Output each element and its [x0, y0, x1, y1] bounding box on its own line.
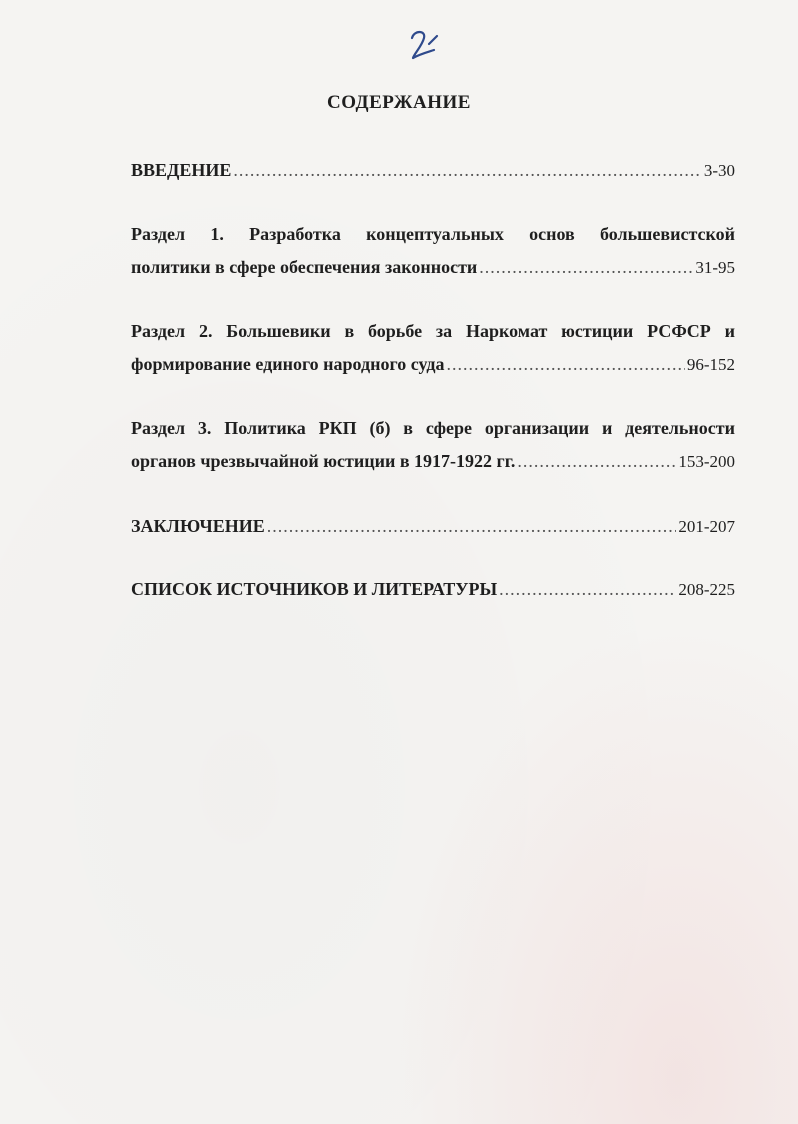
toc-line: Раздел 1. Разработка концептуальных основ большевистской [131, 224, 735, 244]
page-title: СОДЕРЖАНИЕ [327, 92, 471, 113]
toc-line [131, 573, 735, 606]
toc-line [131, 251, 735, 284]
toc-entry-title: политики в сфере обеспечения законности [131, 257, 478, 277]
toc-entry-section-3 [131, 412, 735, 478]
dot-leader [233, 154, 701, 187]
handwritten-page-number [404, 24, 444, 64]
toc-page-range: 208-225 [678, 580, 735, 599]
toc-line [131, 445, 735, 478]
toc-entry-section-2 [131, 315, 735, 381]
dot-leader [267, 510, 677, 543]
dot-leader [517, 445, 676, 478]
dot-leader [446, 348, 684, 381]
toc-entry-section-1 [131, 218, 735, 284]
toc-entry-title: СПИСОК ИСТОЧНИКОВ И ЛИТЕРАТУРЫ [131, 579, 498, 599]
toc-entry-conclusion [131, 510, 735, 543]
dot-leader [499, 573, 676, 606]
toc-entry-title: ЗАКЛЮЧЕНИЕ [131, 516, 265, 536]
dot-leader [479, 251, 693, 284]
toc-entry-title: ВВЕДЕНИЕ [131, 160, 232, 180]
toc-line [131, 510, 735, 543]
toc-page-range: 96-152 [686, 355, 735, 374]
toc-entry-sources [131, 573, 735, 606]
toc-line [131, 348, 735, 381]
toc-entry-title: формирование единого народного суда [131, 354, 445, 374]
toc-page-range: 31-95 [695, 258, 735, 277]
toc-entry-title: органов чрезвычайной юстиции в 1917-1922 гг. [131, 451, 516, 471]
toc-page-range: 153-200 [678, 452, 735, 471]
toc-entry-intro [131, 154, 735, 187]
toc-line: Раздел 2. Большевики в борьбе за Наркомат юстиции РСФСР и [131, 321, 735, 341]
toc-line: Раздел 3. Политика РКП (б) в сфере организации и деятельности [131, 418, 735, 438]
toc-page-range: 201-207 [678, 517, 735, 536]
toc-line [131, 154, 735, 187]
toc-page-range: 3-30 [703, 161, 735, 180]
